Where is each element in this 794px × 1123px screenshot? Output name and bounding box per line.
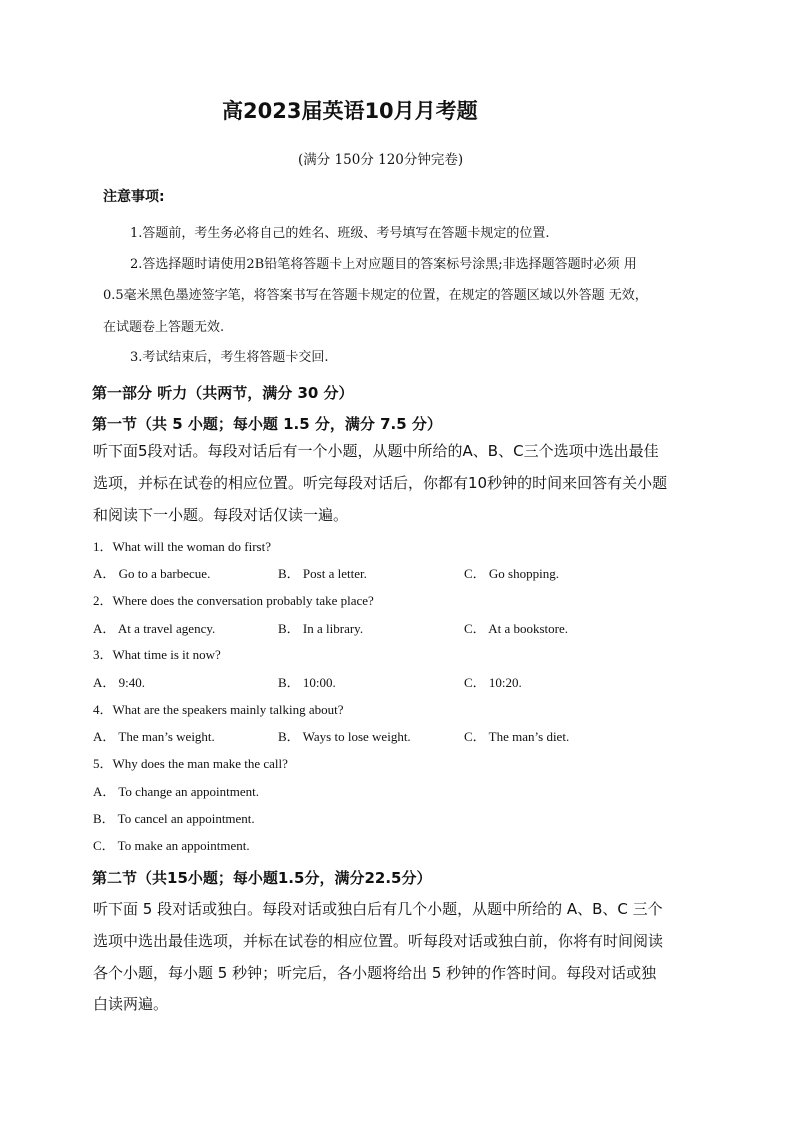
option-c: C． 10:20. xyxy=(464,675,522,690)
option-b: B． Ways to lose weight. xyxy=(278,729,411,744)
notice-line: 3.考试结束后，考生将答题卡交回. xyxy=(130,350,329,365)
option-a: A． To change an appointment. xyxy=(93,784,260,799)
section1-instruction-line: 听下面5段对话。每段对话后有一个小题，从题中所给的A、B、C三个选项中选出最佳 xyxy=(93,442,659,460)
question-stem: 1．What will the woman do first? xyxy=(93,539,271,554)
page-subtitle: (满分 150分 120分钟完卷) xyxy=(298,152,464,168)
section2-heading: 第二节（共15小题；每小题1.5分，满分22.5分） xyxy=(92,869,432,887)
section2-instruction-line: 选项中选出最佳选项，并标在试卷的相应位置。听每段对话或独白前，你将有时间阅读 xyxy=(93,932,664,950)
option-c: C． At a bookstore. xyxy=(464,621,568,636)
option-b: B． 10:00. xyxy=(278,675,336,690)
option-b: B． In a library. xyxy=(278,621,364,636)
option-a: A． Go to a barbecue. xyxy=(93,566,211,581)
notice-line: 在试题卷上答题无效. xyxy=(103,320,225,335)
option-c: C． To make an appointment. xyxy=(93,838,250,853)
option-a: A． The man’s weight. xyxy=(93,729,215,744)
option-c: C． Go shopping. xyxy=(464,566,559,581)
question-stem: 3．What time is it now? xyxy=(93,647,221,662)
option-b: B． Post a letter. xyxy=(278,566,367,581)
section2-instruction-line: 白读两遍。 xyxy=(93,995,169,1013)
option-c: C． The man’s diet. xyxy=(464,729,570,744)
notice-line: 2.答选择题时请使用2B铅笔将答题卡上对应题目的答案标号涂黑;非选择题答题时必须 用 xyxy=(130,257,637,272)
section1-instruction-line: 选项，并标在试卷的相应位置。听完每段对话后，你都有10秒钟的时间来回答有关小题 xyxy=(93,474,668,492)
section1-heading: 第一节（共 5 小题；每小题 1.5 分，满分 7.5 分） xyxy=(92,415,442,433)
section1-instruction-line: 和阅读下一小题。每段对话仅读一遍。 xyxy=(93,506,349,524)
notice-line: 0.5毫米黑色墨迹签字笔，将答案书写在答题卡规定的位置，在规定的答题区域以外答题 无效， xyxy=(103,288,648,303)
option-a: A． 9:40. xyxy=(93,675,146,690)
question-stem: 4．What are the speakers mainly talking about? xyxy=(93,702,344,717)
option-b: B． To cancel an appointment. xyxy=(93,811,255,826)
section2-instruction-line: 各个小题，每小题 5 秒钟；听完后，各小题将给出 5 秒钟的作答时间。每段对话或独 xyxy=(93,964,657,982)
part1-heading: 第一部分 听力（共两节，满分 30 分） xyxy=(92,384,354,402)
page-title: 高2023届英语10月月考题 xyxy=(222,99,478,123)
section2-instruction-line: 听下面 5 段对话或独白。每段对话或独白后有几个小题，从题中所给的 A、B、C 三个 xyxy=(93,900,663,918)
notice-line: 1.答题前，考生务必将自己的姓名、班级、考号填写在答题卡规定的位置. xyxy=(130,226,550,241)
question-stem: 2．Where does the conversation probably take place? xyxy=(93,593,374,608)
notice-heading: 注意事项: xyxy=(103,189,165,205)
question-stem: 5．Why does the man make the call? xyxy=(93,756,288,771)
option-a: A． At a travel agency. xyxy=(93,621,216,636)
